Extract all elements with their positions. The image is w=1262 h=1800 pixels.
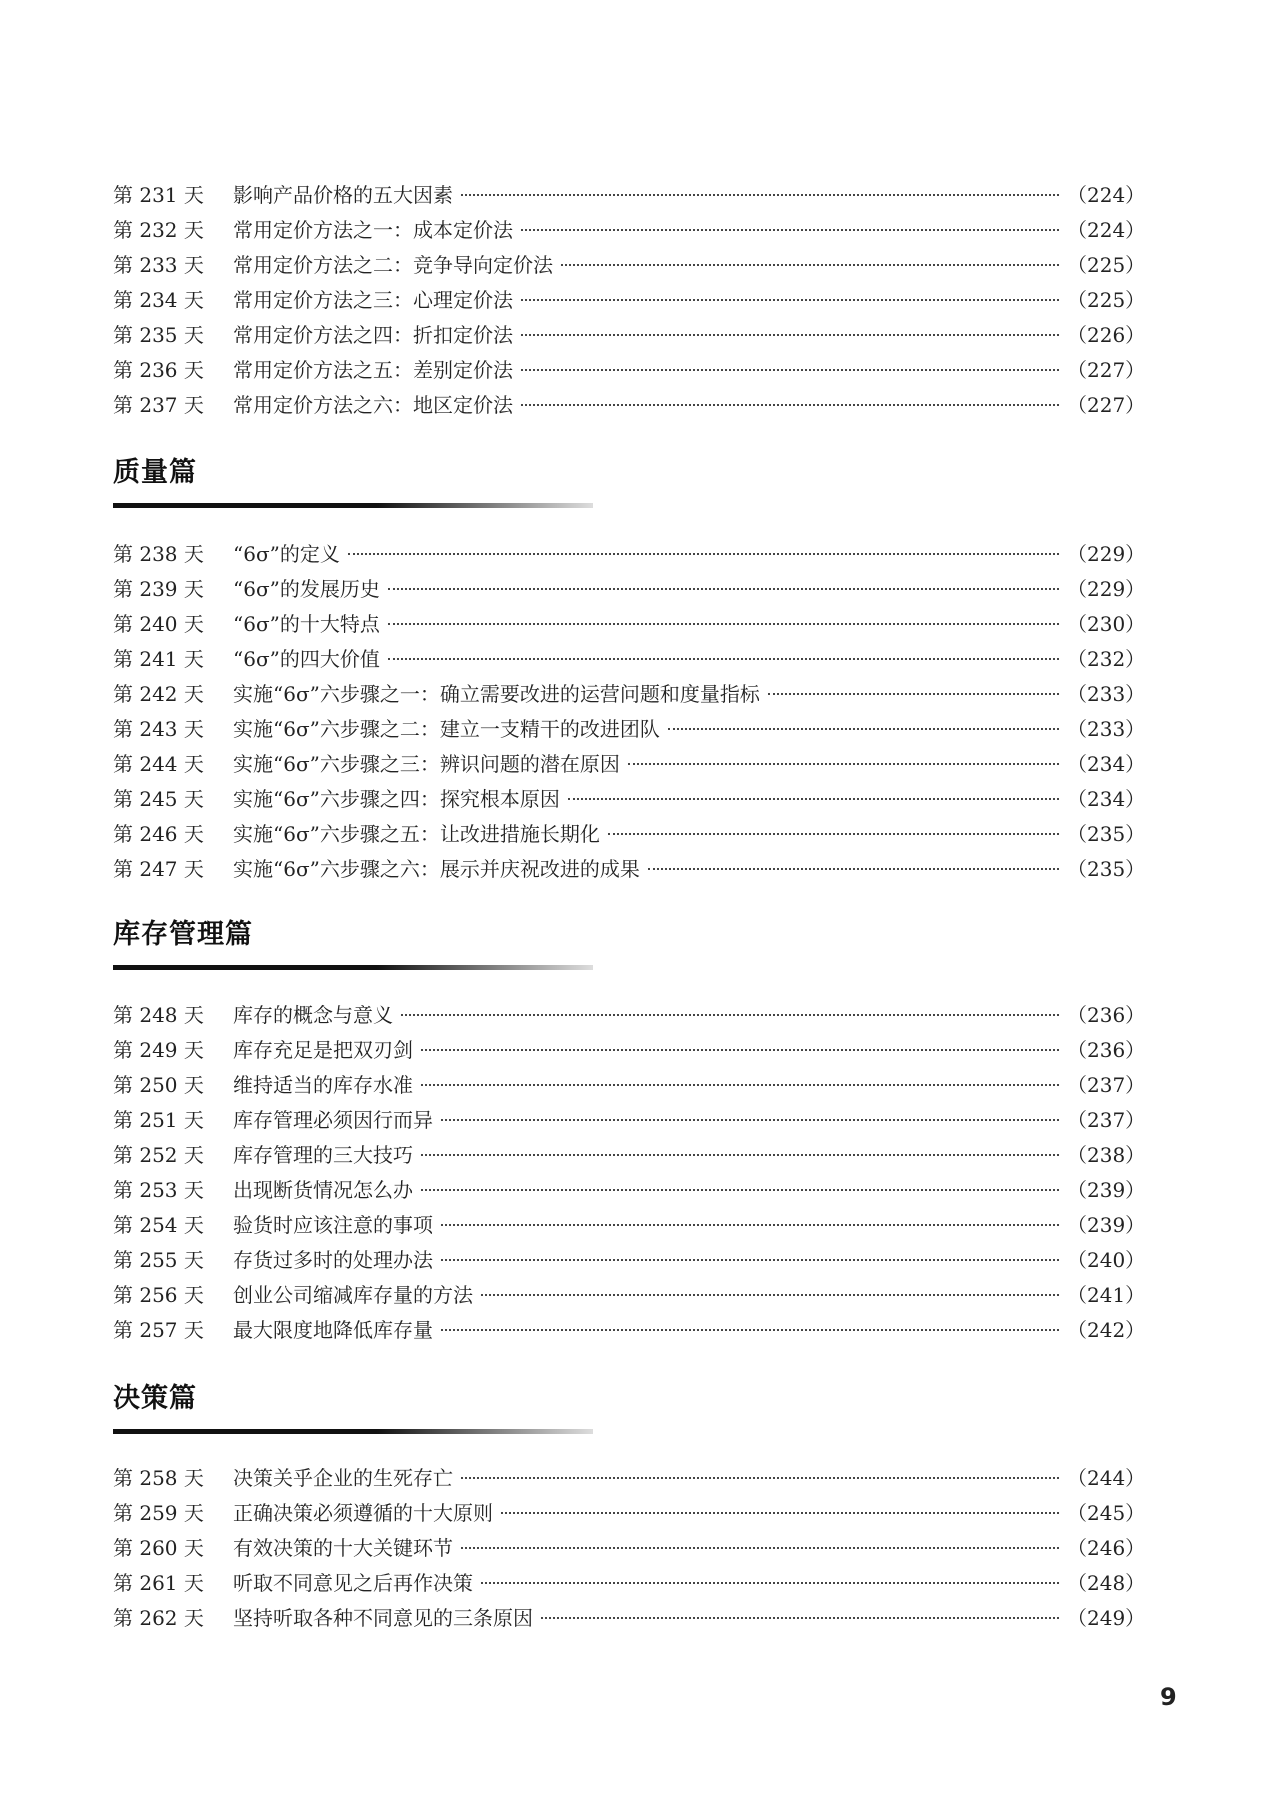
toc-entry-list [113, 998, 1146, 1348]
toc-block-inventory [113, 998, 1146, 1348]
toc-block-quality [113, 537, 1146, 887]
entry-page-ref: （244） [1067, 1466, 1146, 1490]
entry-title: 最大限度地降低库存量 [233, 1318, 433, 1342]
entry-page-ref: （241） [1067, 1283, 1146, 1307]
toc-entry [113, 318, 1146, 353]
entry-page-ref: （224） [1067, 183, 1146, 207]
entry-day: 第 231 天 [113, 183, 204, 207]
dot-leader [441, 1224, 1059, 1226]
entry-day: 第 232 天 [113, 218, 204, 242]
dot-leader [501, 1512, 1059, 1514]
entry-page-ref: （239） [1067, 1178, 1146, 1202]
dot-leader [421, 1049, 1059, 1051]
toc-entry [113, 998, 1146, 1033]
dot-leader [521, 369, 1059, 371]
toc-entry [113, 1208, 1146, 1243]
toc-entry-list [113, 178, 1146, 423]
section-title: 决策篇 [113, 1383, 197, 1414]
entry-page-ref: （227） [1067, 393, 1146, 417]
entry-day: 第 237 天 [113, 393, 204, 417]
entry-page-ref: （249） [1067, 1606, 1146, 1630]
entry-page-ref: （246） [1067, 1536, 1146, 1560]
entry-day: 第 251 天 [113, 1108, 204, 1132]
entry-day: 第 258 天 [113, 1466, 204, 1490]
entry-page-ref: （227） [1067, 358, 1146, 382]
entry-title: 库存充足是把双刃剑 [233, 1038, 413, 1062]
entry-day: 第 262 天 [113, 1606, 204, 1630]
toc-entry [113, 1138, 1146, 1173]
entry-title: 出现断货情况怎么办 [233, 1178, 413, 1202]
dot-leader [521, 299, 1059, 301]
dot-leader [521, 334, 1059, 336]
entry-title: 决策关乎企业的生死存亡 [233, 1466, 453, 1490]
entry-page-ref: （237） [1067, 1073, 1146, 1097]
entry-title: 库存管理的三大技巧 [233, 1143, 413, 1167]
entry-title: 常用定价方法之六：地区定价法 [233, 393, 513, 417]
entry-title: 常用定价方法之三：心理定价法 [233, 288, 513, 312]
entry-day: 第 239 天 [113, 577, 204, 601]
entry-page-ref: （232） [1067, 647, 1146, 671]
entry-title: 常用定价方法之二：竞争导向定价法 [233, 253, 553, 277]
entry-page-ref: （234） [1067, 752, 1146, 776]
entry-title: 实施“6σ”六步骤之三：辨识问题的潜在原因 [233, 752, 620, 776]
entry-title: 存货过多时的处理办法 [233, 1248, 433, 1272]
toc-entry [113, 178, 1146, 213]
toc-entry [113, 852, 1146, 887]
dot-leader [461, 194, 1059, 196]
toc-entry [113, 677, 1146, 712]
entry-day: 第 260 天 [113, 1536, 204, 1560]
entry-title: 常用定价方法之一：成本定价法 [233, 218, 513, 242]
dot-leader [461, 1547, 1059, 1549]
entry-page-ref: （234） [1067, 787, 1146, 811]
entry-day: 第 252 天 [113, 1143, 204, 1167]
toc-entry [113, 572, 1146, 607]
toc-entry [113, 1033, 1146, 1068]
entry-page-ref: （229） [1067, 577, 1146, 601]
entry-day: 第 240 天 [113, 612, 204, 636]
entry-title: 实施“6σ”六步骤之四：探究根本原因 [233, 787, 560, 811]
dot-leader [421, 1154, 1059, 1156]
dot-leader [481, 1582, 1059, 1584]
toc-entry [113, 817, 1146, 852]
section-title: 质量篇 [113, 457, 197, 488]
dot-leader [628, 763, 1059, 765]
entry-title: 实施“6σ”六步骤之一：确立需要改进的运营问题和度量指标 [233, 682, 760, 706]
section-rule [113, 503, 593, 508]
dot-leader [521, 404, 1059, 406]
entry-day: 第 243 天 [113, 717, 204, 741]
dot-leader [441, 1259, 1059, 1261]
dot-leader [388, 588, 1059, 590]
toc-entry [113, 642, 1146, 677]
dot-leader [388, 658, 1059, 660]
section-heading-inventory [113, 917, 593, 970]
entry-title: 验货时应该注意的事项 [233, 1213, 433, 1237]
toc-entry [113, 353, 1146, 388]
entry-day: 第 254 天 [113, 1213, 204, 1237]
entry-page-ref: （233） [1067, 682, 1146, 706]
entry-title: 常用定价方法之五：差别定价法 [233, 358, 513, 382]
entry-page-ref: （238） [1067, 1143, 1146, 1167]
toc-entry [113, 1566, 1146, 1601]
dot-leader [561, 264, 1059, 266]
entry-title: 常用定价方法之四：折扣定价法 [233, 323, 513, 347]
entry-title: 库存的概念与意义 [233, 1003, 393, 1027]
entry-page-ref: （230） [1067, 612, 1146, 636]
entry-day: 第 235 天 [113, 323, 204, 347]
page-number: 9 [1160, 1683, 1177, 1711]
entry-page-ref: （237） [1067, 1108, 1146, 1132]
entry-day: 第 238 天 [113, 542, 204, 566]
toc-entry [113, 712, 1146, 747]
entry-title: 库存管理必须因行而异 [233, 1108, 433, 1132]
toc-entry [113, 747, 1146, 782]
entry-page-ref: （245） [1067, 1501, 1146, 1525]
entry-day: 第 248 天 [113, 1003, 204, 1027]
entry-title: “6σ”的定义 [233, 542, 340, 566]
entry-page-ref: （235） [1067, 822, 1146, 846]
entry-day: 第 244 天 [113, 752, 204, 776]
entry-page-ref: （236） [1067, 1003, 1146, 1027]
entry-title: 影响产品价格的五大因素 [233, 183, 453, 207]
entry-title: 创业公司缩减库存量的方法 [233, 1283, 473, 1307]
toc-entry [113, 537, 1146, 572]
toc-entry [113, 782, 1146, 817]
entry-page-ref: （229） [1067, 542, 1146, 566]
dot-leader [668, 728, 1059, 730]
section-rule [113, 965, 593, 970]
dot-leader [461, 1477, 1059, 1479]
toc-entry [113, 213, 1146, 248]
dot-leader [401, 1014, 1059, 1016]
toc-entry [113, 1103, 1146, 1138]
entry-day: 第 245 天 [113, 787, 204, 811]
toc-entry [113, 1313, 1146, 1348]
entry-day: 第 236 天 [113, 358, 204, 382]
entry-day: 第 257 天 [113, 1318, 204, 1342]
dot-leader [648, 868, 1059, 870]
toc-entry-list [113, 1461, 1146, 1636]
toc-entry [113, 283, 1146, 318]
entry-title: 听取不同意见之后再作决策 [233, 1571, 473, 1595]
entry-day: 第 261 天 [113, 1571, 204, 1595]
dot-leader [421, 1084, 1059, 1086]
toc-entry [113, 388, 1146, 423]
entry-title: “6σ”的十大特点 [233, 612, 380, 636]
entry-day: 第 241 天 [113, 647, 204, 671]
entry-day: 第 242 天 [113, 682, 204, 706]
toc-entry [113, 1068, 1146, 1103]
entry-day: 第 256 天 [113, 1283, 204, 1307]
entry-page-ref: （242） [1067, 1318, 1146, 1342]
toc-entry [113, 1531, 1146, 1566]
entry-title: 实施“6σ”六步骤之六：展示并庆祝改进的成果 [233, 857, 640, 881]
toc-entry [113, 1496, 1146, 1531]
entry-title: 实施“6σ”六步骤之二：建立一支精干的改进团队 [233, 717, 660, 741]
entry-page-ref: （248） [1067, 1571, 1146, 1595]
dot-leader [481, 1294, 1059, 1296]
dot-leader [388, 623, 1059, 625]
entry-title: “6σ”的发展历史 [233, 577, 380, 601]
entry-page-ref: （226） [1067, 323, 1146, 347]
entry-title: 正确决策必须遵循的十大原则 [233, 1501, 493, 1525]
toc-entry [113, 1601, 1146, 1636]
dot-leader [441, 1329, 1059, 1331]
entry-day: 第 259 天 [113, 1501, 204, 1525]
dot-leader [521, 229, 1059, 231]
entry-day: 第 233 天 [113, 253, 204, 277]
entry-day: 第 249 天 [113, 1038, 204, 1062]
entry-page-ref: （225） [1067, 288, 1146, 312]
entry-title: 维持适当的库存水准 [233, 1073, 413, 1097]
dot-leader [421, 1189, 1059, 1191]
toc-block-decision [113, 1461, 1146, 1636]
toc-entry-list [113, 537, 1146, 887]
toc-entry [113, 1278, 1146, 1313]
section-title: 库存管理篇 [113, 919, 253, 950]
dot-leader [768, 693, 1059, 695]
toc-entry [113, 248, 1146, 283]
dot-leader [568, 798, 1059, 800]
toc-block-pricing [113, 178, 1146, 423]
entry-day: 第 247 天 [113, 857, 204, 881]
toc-entry [113, 607, 1146, 642]
dot-leader [348, 553, 1059, 555]
entry-day: 第 255 天 [113, 1248, 204, 1272]
entry-page-ref: （236） [1067, 1038, 1146, 1062]
entry-day: 第 246 天 [113, 822, 204, 846]
entry-title: “6σ”的四大价值 [233, 647, 380, 671]
entry-page-ref: （239） [1067, 1213, 1146, 1237]
section-heading-decision [113, 1381, 593, 1434]
entry-title: 实施“6σ”六步骤之五：让改进措施长期化 [233, 822, 600, 846]
entry-title: 坚持听取各种不同意见的三条原因 [233, 1606, 533, 1630]
entry-page-ref: （235） [1067, 857, 1146, 881]
entry-page-ref: （240） [1067, 1248, 1146, 1272]
dot-leader [441, 1119, 1059, 1121]
section-rule [113, 1429, 593, 1434]
entry-day: 第 253 天 [113, 1178, 204, 1202]
dot-leader [541, 1617, 1059, 1619]
entry-page-ref: （233） [1067, 717, 1146, 741]
entry-page-ref: （225） [1067, 253, 1146, 277]
toc-entry [113, 1243, 1146, 1278]
toc-entry [113, 1461, 1146, 1496]
entry-day: 第 234 天 [113, 288, 204, 312]
toc-entry [113, 1173, 1146, 1208]
entry-title: 有效决策的十大关键环节 [233, 1536, 453, 1560]
entry-day: 第 250 天 [113, 1073, 204, 1097]
entry-page-ref: （224） [1067, 218, 1146, 242]
section-heading-quality [113, 455, 593, 508]
dot-leader [608, 833, 1059, 835]
